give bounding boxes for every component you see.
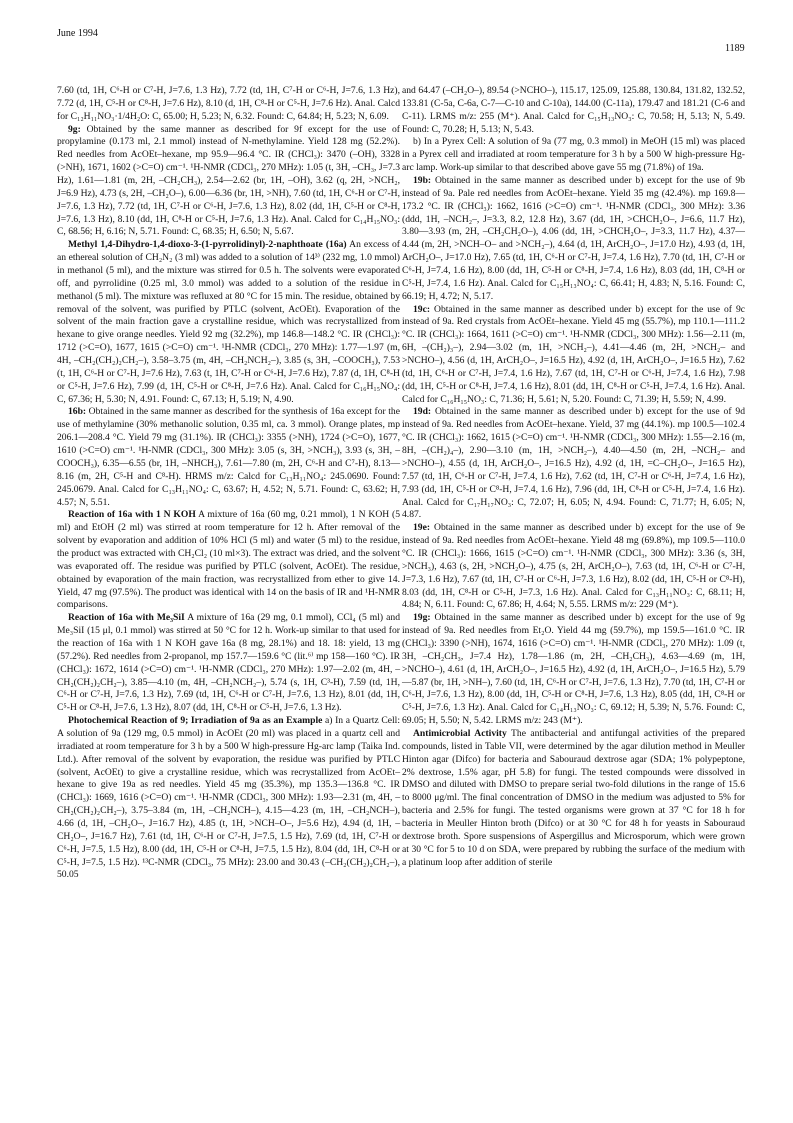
paragraph: Reaction of 16a with 1 N KOH A mixture of 16a (60 mg, 0.21 mmol), 1 N KOH (5 ml) and EtOH (2 ml) was stirred at room temperature for 12 h. After removal of the solvent by evaporation and addition of 10% HCl (5 ml) and water (5 ml) to the residue, the product was extracted with CH₂Cl₂ (10 ml×3). The extract was dried, and the solvent was evaporated off. The residue was purified by PTLC (solvent, AcOEt). The residue, obtained by evaporation of the main fraction, was recrystallized from ether to give 14. Yield, 47 mg (97.5%). The product was identical with 14 on the basis of IR and ¹H-NMR comparisons. bbox=[57, 509, 400, 611]
paragraph: 19g: Obtained in the same manner as described under b) except for the use of 9g instead of 9a. Red needles from Et₂O. Yield 44 mg (59.7%), mp 159.5—161.0 °C. IR (CHCl₃): 3390 (>NH), 1674, 1616 (>C=O) cm⁻¹. ¹H-NMR (CDCl₃, 270 MHz): 1.09 (t, 3H, –CH₂CH₃, J=7.4 Hz), 1.78—1.86 (m, 2H, –CH₂CH₃), 4.63—4.69 (m, 1H, >NCHO–), 4.61 (d, 1H, ArCH₂O–, J=16.5 Hz), 4.92 (d, 1H, ArCH₂O–, J=16.5 Hz), 5.79—5.87 (br, 1H, >NH–), 7.60 (td, 1H, C⁶-H or C⁷-H, J=7.6, 1.3 Hz), 7.70 (td, 1H, C⁷-H or C⁶-H, J=7.6, 1.3 Hz), 8.00 (dd, 1H, C⁵-H or C⁸-H, J=7.6, 1.3 Hz), 8.05 (dd, 1H, C⁸-H or C⁵-H, J=7.6, 1.3 Hz). Anal. Calcd for C₁₄H₁₃NO₃: C, 69.12; H, 5.39; N, 5.76. Found: C, 69.05; H, 5.50; N, 5.42. LRMS m/z: 243 (M⁺). bbox=[402, 612, 745, 727]
left-column bbox=[57, 85, 400, 882]
paragraph: Antimicrobial Activity The antibacterial and antifungal activities of the prepared compounds, listed in Table VII, were determined by the agar dilution method in Meuller Hinton agar (Difco) for bacteria and Sabouraud dextrose agar (SDA; 1% polypeptone, 2% dextrose, 1.5% agar, pH 5.8) for fungi. The tested compounds were dissolved in DMSO and diluted with DMSO to prepare serial two-fold dilutions in the range of 15.6 to 8000 μg/ml. The final concentration of DMSO in the medium was adjusted to 5% for bacteria and 2.5% for fungi. The tested organisms were grown at 37 °C for 18 h for bacteria in Meuller Hinton broth (Difco) or at 30 °C for 48 h for yeasts in Sabouraud dextrose broth. Spore suspensions of Aspergillus and Microsporum, which were grown at 30 °C for 5 to 10 d on SDA, were prepared by rubbing the surface of the medium with a platinum loop after addition of sterile bbox=[402, 727, 746, 868]
paragraph-heading: Reaction of 16a with 1 N KOH bbox=[68, 509, 196, 521]
right-column bbox=[402, 85, 745, 869]
paragraph: 19e: Obtained in the same manner as described under b) except for the use of 9e instead of 9a. Red needles from AcOEt–hexane. Yield 48 mg (69.8%), mp 109.5—110.0 °C. IR (CHCl₃): 1666, 1615 (>C=O) cm⁻¹. ¹H-NMR (CDCl₃, 300 MHz): 3.36 (s, 3H, >NCH₃), 4.63 (s, 2H, >NCH₂O–), 4.75 (s, 2H, ArCH₂O–), 7.63 (td, 1H, C⁶-H or C⁷-H, J=7.3, 1.6 Hz), 7.67 (td, 1H, C⁷-H or C⁶-H, J=7.3, 1.6 Hz), 8.02 (dd, 1H, C⁵-H or C⁸-H), 8.03 (dd, 1H, C⁸-H or C⁵-H, J=7.3, 1.6 Hz). Anal. Calcd for C₁₃H₁₁NO₃: C, 68.11; H, 4.84; N, 6.11. Found: C, 67.86; H, 4.64; N, 5.55. LRMS m/z: 229 (M⁺). bbox=[402, 522, 745, 611]
paragraph-heading: 19c: bbox=[413, 303, 431, 315]
paragraph: 19c: Obtained in the same manner as described under b) except for the use of 9c instead of 9a. Red crystals from AcOEt–hexane. Yield 45 mg (55.7%), mp 110.1—111.2 °C. IR (CHCl₃): 1664, 1611 (>C=O) cm⁻¹. ¹H-NMR (CDCl₃, 300 MHz): 1.56—2.11 (m, 6H, –(CH₂)₃–), 2.94—3.02 (m, 1H, >NCH₂–), 4.41—4.46 (m, 2H, >NCH₂– and >NCHO–), 4.56 (d, 1H, ArCH₂O–, J=16.5 Hz), 4.92 (d, 1H, ArCH₂O–, J=16.5 Hz), 7.62 (td, 1H, C⁶-H or C⁷-H, J=7.4, 1.6 Hz), 7.67 (td, 1H, C⁷-H or C⁶-H, J=7.4, 1.6 Hz), 7.98 (dd, 1H, C⁵-H or C⁸-H, J=7.4, 1.6 Hz), 8.01 (dd, 1H, C⁸-H or C⁵-H, J=7.4, 1.6 Hz). Anal. Calcd for C₁₆H₁₅NO₃: C, 71.36; H, 5.61; N, 5.20. Found: C, 71.39; H, 5.59; N, 4.99. bbox=[402, 303, 745, 405]
paragraph-heading: 19d: bbox=[413, 406, 432, 418]
paragraph-heading: 16b: bbox=[68, 406, 87, 418]
paragraph: 19b: Obtained in the same manner as described under b) except for the use of 9b instead of 9a. Pale red needles from AcOEt–hexane. Yield 35 mg (42.4%). mp 169.8—173.2 °C. IR (CHCl₃): 1662, 1616 (>C=O) cm⁻¹. ¹H-NMR (CDCl₃, 300 MHz): 3.36 (ddd, 1H, –NCH₂–, J=3.3, 8.2, 12.8 Hz), 3.67 (dd, 1H, >CHCH₂O–, J=6.6, 11.7 Hz), 3.80—3.93 (m, 2H, –CH₂CH₂O–), 4.06 (dd, 1H, >CHCH₂O–, J=3.3, 11.7 Hz), 4.37—4.44 (m, 2H, >NCH–O– and >NCH₂–), 4.64 (d, 1H, ArCH₂O–, J=17.0 Hz), 4.93 (d, 1H, ArCH₂O–, J=17.0 Hz), 7.65 (td, 1H, C⁶-H or C⁷-H, J=7.4, 1.6 Hz), 7.70 (td, 1H, C⁷-H or C⁶-H, J=7.4, 1.6 Hz), 8.00 (dd, 1H, C⁵-H or C⁸-H, J=7.4, 1.6 Hz), 8.03 (dd, 1H, C⁸-H or C⁵-H, J=7.4, 1.6 Hz). Anal. Calcd for C₁₅H₁₃NO₄: C, 66.41; H, 4.83; N, 5.16. Found: C, 66.19; H, 4.72; N, 5.17. bbox=[402, 175, 745, 302]
paragraph-heading: Methyl 1,4-Dihydro-1,4-dioxo-3-(1-pyrrolidinyl)-2-naphthoate (16a) bbox=[68, 239, 347, 251]
paragraph: Photochemical Reaction of 9; Irradiation of 9a as an Example a) In a Quartz Cell: A solution of 9a (129 mg, 0.5 mmol) in AcOEt (20 ml) was placed in a quartz cell and irradiated at room temperature for 3 h by a 500 W high-pressure Hg-arc lamp (Taika Ind. Ltd.). After removal of the solvent by evaporation, the residue was purified by PTLC (solvent, AcOEt) to give a crystalline residue, which was recrystallized from AcOEt–hexane to give 19a as red needles. Yield 45 mg (35.3%), mp 135.3—136.8 °C. IR (CHCl₃): 1669, 1616 (>C=O) cm⁻¹. ¹H-NMR (CDCl₃, 300 MHz): 1.93—2.31 (m, 4H, –CH₂(CH₂)₂CH₂–), 3.75–3.84 (m, 1H, –CH₂NCH–), 4.15—4.23 (m, 1H, –CH₂NCH–), 4.66 (d, 1H, –CH₂O–, J=16.7 Hz), 4.85 (t, 1H, >NCH–O–, J=5.6 Hz), 4.94 (d, 1H, –CH₂O–, J=16.7 Hz), 7.61 (td, 1H, C⁶-H or C⁷-H, J=7.5, 1.5 Hz), 7.69 (td, 1H, C⁷-H or C⁶-H, J=7.5, 1.5 Hz), 8.00 (dd, 1H, C⁵-H or C⁸-H, J=7.5, 1.5 Hz), 8.04 (dd, 1H, C⁸-H or C⁵-H, J=7.5, 1.5 Hz). ¹³C-NMR (CDCl₃, 75 MHz): 23.00 and 30.43 (–CH₂(CH₂)₂CH₂–), 50.05 bbox=[57, 715, 400, 881]
paragraph: 19d: Obtained in the same manner as described under b) except for the use of 9d instead of 9a. Red needles from AcOEt–hexane. Yield, 37 mg (44.1%). mp 100.5—102.4 °C. IR (CHCl₃): 1662, 1615 (>C=O) cm⁻¹. ¹H-NMR (CDCl₃, 300 MHz): 1.55—2.16 (m, 8H, –(CH₂)₄–), 2.90—3.10 (m, 1H, >NCH₂–), 4.40—4.50 (m, 2H, –NCH₂– and >NCHO–), 4.55 (d, 1H, ArCH₂O–, J=16.5 Hz), 4.92 (d, 1H, =C–CH₂O–, J=16.5 Hz), 7.57 (td, 1H, C⁶-H or C⁷-H, J=7.4, 1.6 Hz), 7.62 (td, 1H, C⁷-H or C⁶-H, J=7.4, 1.6 Hz), 7.93 (dd, 1H, C⁵-H or C⁸-H, J=7.4, 1.6 Hz), 7.96 (dd, 1H, C⁸-H or C⁵-H, J=7.4, 1.6 Hz). Anal. Calcd for C₁₇H₁₇NO₃: C, 72.07; H, 6.05; N, 4.94. Found: C, 71.77; H, 6.05; N, 4.87. bbox=[402, 406, 745, 521]
paragraph-heading: 19e: bbox=[413, 522, 431, 534]
page-number: 1189 bbox=[725, 43, 745, 54]
paragraph-heading: 19b: bbox=[413, 175, 432, 187]
paragraph: b) In a Pyrex Cell: A solution of 9a (77 mg, 0.3 mmol) in MeOH (15 ml) was placed in a Pyrex cell and irradiated at room temperature for 3 h by a 500 W high-pressure Hg-arc lamp. Work-up similar to that described above gave 55 mg (71.8%) of 19a. bbox=[402, 136, 745, 174]
paragraph-heading: Reaction of 16a with Me₃SiI bbox=[68, 612, 185, 624]
paragraph: 9g: Obtained by the same manner as described for 9f except for the use of propylamine (0.173 ml, 2.1 mmol) instead of N-methylamine. Yield 128 mg (52.2%). Red needles from AcOEt–hexane, mp 95.9—96.4 °C. IR (CHCl₃): 3470 (–OH), 3328 (>NH), 1671, 1602 (>C=O) cm⁻¹. ¹H-NMR (CDCl₃, 270 MHz): 1.05 (t, 3H, –CH₃, J=7.3 Hz), 1.61—1.81 (m, 2H, –CH₂CH₃), 2.54—2.62 (br, 1H, –OH), 3.62 (q, 2H, >NCH₂, J=6.9 Hz), 4.73 (s, 2H, –CH₂O–), 6.00—6.36 (br, 1H, >NH), 7.60 (td, 1H, C⁶-H or C⁷-H, J=7.6, 1.3 Hz), 7.72 (td, 1H, C⁷-H or C⁶-H, J=7.6, 1.3 Hz), 8.02 (dd, 1H, C⁵-H or C⁸-H, J=7.6, 1.3 Hz), 8.10 (dd, 1H, C⁸-H or C⁵-H, J=7.6, 1.3 Hz). Anal. Calcd for C₁₄H₁₅NO₃: C, 68.56; H, 6.16; N, 5.71. Found: C, 68.35; H, 6.50; N, 5.67. bbox=[57, 123, 400, 238]
paragraph: Reaction of 16a with Me₃SiI A mixture of 16a (29 mg, 0.1 mmol), CCl₄ (5 ml) and Me₃SiI (15 μl, 0.1 mmol) was stirred at 50 °C for 12 h. Work-up similar to that used for the reaction of 16a with 1 N KOH gave 16a (8 mg, 28.1%) and 18. 18: yield, 13 mg (57.2%). Red needles from 2-propanol, mp 157.7—159.6 °C (lit.⁶⁾ mp 158—160 °C). IR (CHCl₃): 1672, 1614 (>C=O) cm⁻¹. ¹H-NMR (CDCl₃, 270 MHz): 1.97—2.02 (m, 4H, –CH₂(CH₂)₂CH₂–), 3.85—4.10 (m, 4H, –CH₂NCH₂–), 5.74 (s, 1H, C³-H), 7.59 (td, 1H, C⁶-H or C⁷-H, J=7.6, 1.3 Hz), 7.69 (td, 1H, C⁶-H or C⁷-H, J=7.6, 1.3 Hz), 8.01 (dd, 1H, C⁵-H or C⁸-H, J=7.6, 1.3 Hz), 8.07 (dd, 1H, C⁸-H or C⁵-H, J=7.6, 1.3 Hz). bbox=[57, 612, 400, 714]
paragraph: 7.60 (td, 1H, C⁶-H or C⁷-H, J=7.6, 1.3 Hz), 7.72 (td, 1H, C⁷-H or C⁶-H, J=7.6, 1.3 Hz), 7.72 (d, 1H, C⁵-H or C⁸-H, J=7.6 Hz), 8.10 (d, 1H, C⁸-H or C⁵-H, J=7.6 Hz). Anal. Calcd for C₁₂H₁₁NO₃·1/4H₂O: C, 65.00; H, 5.23; N, 6.32. Found: C, 64.84; H, 5.23; N, 6.09. bbox=[57, 85, 400, 122]
paragraph-heading: 9g: bbox=[68, 123, 81, 135]
paragraph-heading: 19g: bbox=[413, 612, 431, 624]
running-header-date: June 1994 bbox=[57, 28, 98, 39]
paragraph-heading: Antimicrobial Activity bbox=[413, 727, 507, 739]
paragraph: and 64.47 (–CH₂O–), 89.54 (>NCHO–), 115.17, 125.09, 125.88, 130.84, 131.82, 132.52, 133.81 (C-5a, C-6a, C-7—C-10 and C-10a), 144.00 (C-11a), 179.47 and 181.21 (C-6 and C-11). LRMS m/z: 255 (M⁺). Anal. Calcd for C₁₅H₁₃NO₃: C, 70.58; H, 5.13; N, 5.49. Found: C, 70.28; H, 5.13; N, 5.43. bbox=[402, 85, 745, 135]
paragraph-heading: Photochemical Reaction of 9; Irradiation of 9a as an Example bbox=[68, 715, 323, 727]
paragraph: 16b: Obtained in the same manner as described for the synthesis of 16a except for the use of methylamine (30% methanolic solution, 0.35 ml, ca. 3 mmol). Orange plates, mp 206.1—208.4 °C. Yield 79 mg (31.1%). IR (CHCl₃): 3355 (>NH), 1724 (>C=O), 1677, 1610 (>C=O) cm⁻¹. ¹H-NMR (CDCl₃, 300 MHz): 3.05 (s, 3H, >NCH₃), 3.93 (s, 3H, –COOCH₃), 6.35—6.55 (br, 1H, –NHCH₃), 7.61—7.80 (m, 2H, C⁶-H and C⁷-H), 8.13—8.16 (m, 2H, C⁵-H and C⁸-H). HRMS m/z: Calcd for C₁₃H₁₁NO₄: 245.0690. Found: 245.0679. Anal. Calcd for C₁₃H₁₁NO₄: C, 63.67; H, 4.52; N, 5.71. Found: C, 63.62; H, 4.57; N, 5.51. bbox=[57, 406, 400, 508]
paragraph: Methyl 1,4-Dihydro-1,4-dioxo-3-(1-pyrrolidinyl)-2-naphthoate (16a) An excess of an ethereal solution of CH₂N₂ (3 ml) was added to a solution of 14³⁾ (232 mg, 1.0 mmol) in methanol (5 ml), and the mixture was stirred for 0.5 h. The solvents were evaporated off, and pyrrolidine (0.25 ml, 3.0 mmol) was added to a solution of the residue in methanol (5 ml). The mixture was refluxed at 80 °C for 15 min. The residue, obtained by removal of the solvent, was purified by PTLC (solvent, AcOEt). Evaporation of the solvent of the main fraction gave a crystalline residue, which was recrystallized from hexane to give orange needles. Yield 92 mg (32.2%), mp 146.8—148.2 °C. IR (CHCl₃): 1712 (>C=O), 1677, 1615 (>C=O) cm⁻¹. ¹H-NMR (CDCl₃, 270 MHz): 1.77—1.97 (m, 4H, –CH₂(CH₂)₂CH₂–), 3.58–3.75 (m, 4H, –CH₂NCH₂–), 3.85 (s, 3H, –COOCH₃), 7.53 (t, 1H, C⁶-H or C⁷-H, J=7.6 Hz), 7.63 (t, 1H, C⁷-H or C⁶-H, J=7.6 Hz), 7.87 (d, 1H, C⁸-H or C⁵-H, J=7.6 Hz), 7.99 (d, 1H, C⁵-H or C⁸-H, J=7.6 Hz). Anal. Calcd for C₁₆H₁₅NO₄: C, 67.36; H, 5.30; N, 4.91. Found: C, 67.13; H, 5.19; N, 4.90. bbox=[57, 239, 400, 405]
